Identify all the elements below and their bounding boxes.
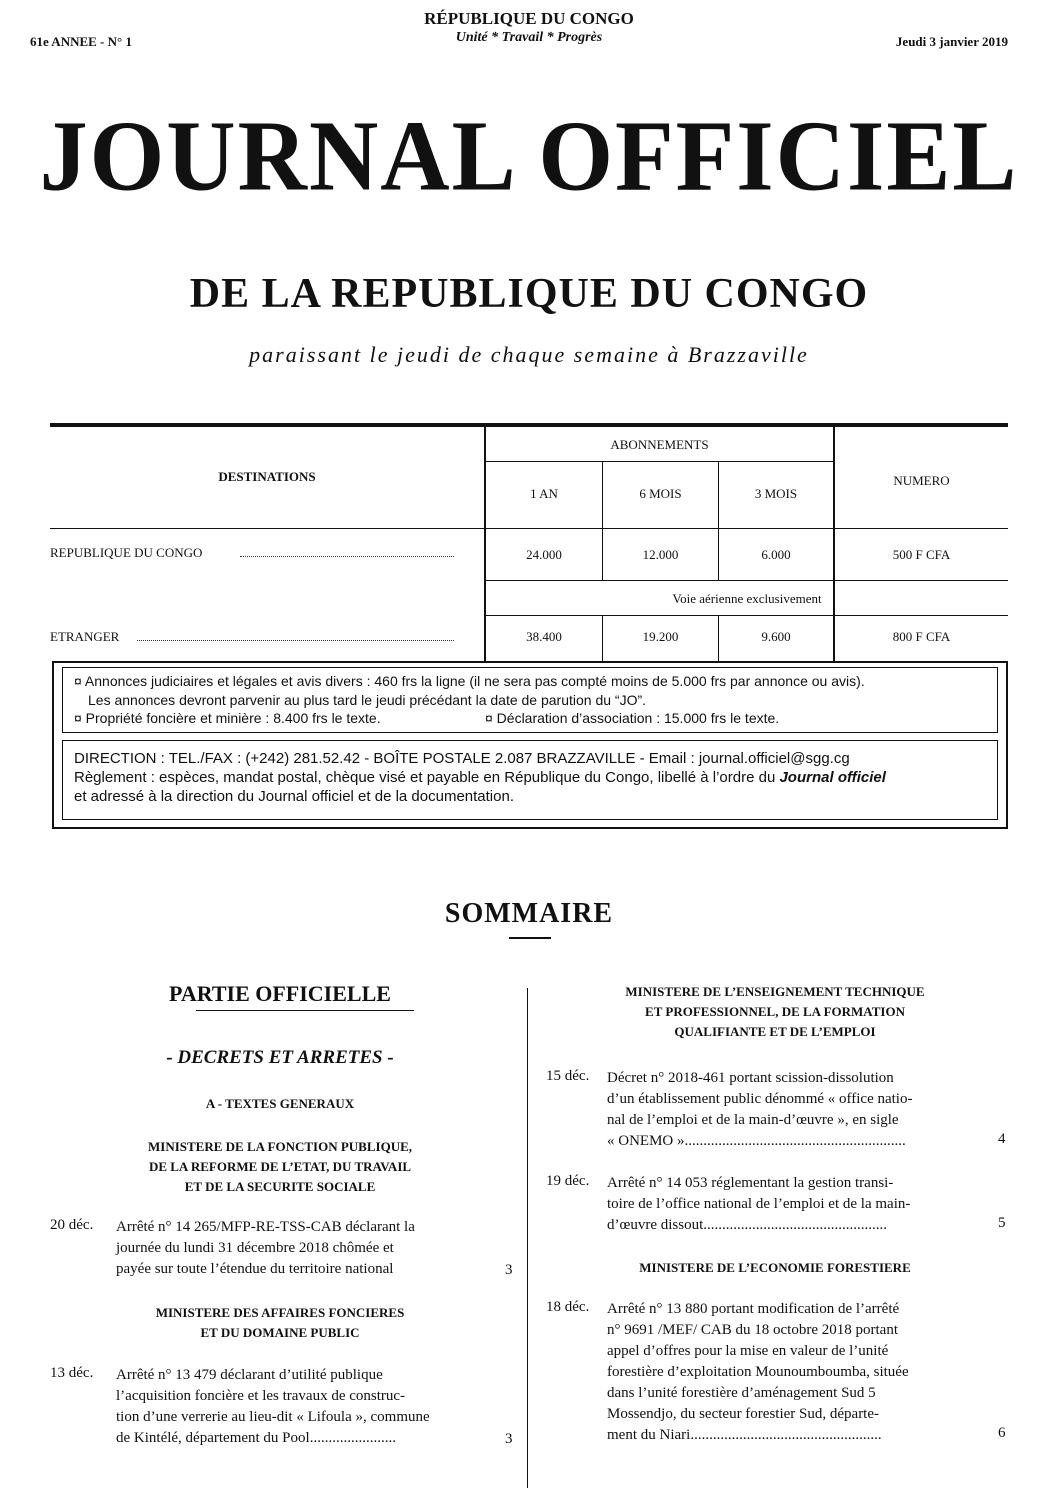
contact-line: et adressé à la direction du Journal officiel et de la documentation.	[74, 788, 514, 805]
ministry-line: DE LA REFORME DE L’ETAT, DU TRAVAIL	[148, 1159, 412, 1174]
notice-line: Les annonces devront parvenir au plus tard le jeudi précédant la date de parution du “JO”.	[88, 692, 647, 708]
entry-line: l’acquisition foncière et les travaux de construc-	[116, 1388, 406, 1404]
entry-date: 20 déc.	[50, 1217, 94, 1233]
textes-generaux: A - TEXTES GENERAUX	[205, 1096, 355, 1111]
contact-line: DIRECTION : TEL./FAX : (+242) 281.52.42 - BOÎTE POSTALE 2.087 BRAZZAVILLE - Email : journal.officiel@sgg.cg	[74, 750, 850, 767]
voie-aerienne: Voie aérienne exclusivement	[672, 591, 822, 606]
row-label: ETRANGER	[50, 629, 120, 644]
entry-text	[116, 1217, 461, 1280]
col-6mois: 6 MOIS	[639, 486, 682, 501]
price-cell: 12.000	[642, 547, 679, 562]
entry-page: 6	[998, 1425, 1006, 1441]
journal-name: Journal officiel	[779, 769, 886, 786]
notice-line: ¤ Annonces judiciaires et légales et avis divers : 460 frs la ligne (il ne sera pas compté moins de 5.000 frs par annonce ou avis).	[74, 673, 865, 689]
entry-line: journée du lundi 31 décembre 2018 chômée et	[116, 1240, 394, 1256]
price-cell: 6.000	[761, 547, 791, 562]
ministry-line: MINISTERE DE L’ECONOMIE FORESTIERE	[639, 1260, 911, 1275]
col-destinations: DESTINATIONS	[218, 469, 316, 484]
col-3mois: 3 MOIS	[754, 486, 798, 501]
ministry-line: MINISTERE DES AFFAIRES FONCIERES	[155, 1305, 405, 1320]
price-cell: 24.000	[526, 547, 562, 562]
entry-line: payée sur toute l’étendue du territoire national	[116, 1261, 394, 1277]
ministry-heading	[545, 982, 1005, 1042]
entry-line: Arrêté n° 14 053 réglementant la gestion transi-	[607, 1175, 894, 1191]
contact-line	[74, 769, 886, 786]
ministry-line: ET PROFESSIONNEL, DE LA FORMATION	[645, 1004, 905, 1019]
entry-line: nal de l’emploi et de la main-d’œuvre », en sigle	[607, 1112, 899, 1128]
entry-line: ment du Niari...................................................	[607, 1427, 882, 1443]
ministry-line: MINISTERE DE L’ENSEIGNEMENT TECHNIQUE	[625, 984, 925, 999]
col-numero: NUMERO	[893, 473, 950, 488]
ministry-line: ET DE LA SECURITE SOCIALE	[184, 1179, 376, 1194]
entry-line: forestière d’exploitation Mounoumboumba, située	[607, 1364, 909, 1380]
entry-line: d’œuvre dissout.................................................	[607, 1217, 887, 1233]
entry-page: 3	[505, 1262, 513, 1278]
ministry-line: ET DU DOMAINE PUBLIC	[200, 1325, 360, 1340]
journal-subtitle: DE LA REPUBLIQUE DU CONGO	[189, 271, 869, 317]
entry-page: 3	[505, 1431, 513, 1447]
entry-page: 5	[998, 1215, 1006, 1231]
year-issue: 61e ANNEE - N° 1	[30, 34, 132, 49]
col-abonnements: ABONNEMENTS	[610, 437, 709, 452]
price-cell: 800 F CFA	[892, 629, 951, 644]
sommaire-title: SOMMAIRE	[444, 898, 614, 929]
entry-date: 18 déc.	[546, 1299, 590, 1315]
price-cell: 500 F CFA	[892, 547, 951, 562]
row-label: REPUBLIQUE DU CONGO	[50, 545, 203, 560]
ministry-line: MINISTERE DE LA FONCTION PUBLIQUE,	[147, 1139, 413, 1154]
entry-line: toire de l’office national de l’emploi et de la main-	[607, 1196, 911, 1212]
entry-page: 4	[998, 1131, 1006, 1147]
ministry-heading	[50, 1137, 510, 1197]
journal-tagline: paraissant le jeudi de chaque semaine à Brazzaville	[249, 342, 809, 367]
entry-line: n° 9691 /MEF/ CAB du 18 octobre 2018 portant	[607, 1322, 898, 1338]
entry-line: tion d’une verrerie au lieu-dit « Lifoula », commune	[116, 1409, 430, 1425]
payment-text: Règlement : espèces, mandat postal, chèque visé et payable en République du Congo, libellé à l’ordre du	[74, 769, 780, 786]
entry-line: dans l’unité forestière d’aménagement Sud 5	[607, 1385, 876, 1401]
notice-line: ¤ Déclaration d’association : 15.000 frs le texte.	[485, 710, 780, 726]
republic-name: RÉPUBLIQUE DU CONGO	[424, 9, 634, 28]
entry-line: Mossendjo, du secteur forestier Sud, départe-	[607, 1406, 880, 1422]
entry-line: appel d’offres pour la mise en valeur de l’unité	[607, 1343, 889, 1359]
partie-officielle: PARTIE OFFICIELLE	[169, 981, 391, 1006]
entry-line: « ONEMO »...........................................................	[607, 1133, 906, 1149]
national-motto: Unité * Travail * Progrès	[455, 30, 603, 45]
entry-date: 13 déc.	[50, 1365, 94, 1381]
entry-line: de Kintélé, département du Pool.......................	[116, 1430, 396, 1446]
entry-date: 19 déc.	[546, 1173, 590, 1189]
price-cell: 38.400	[526, 629, 562, 644]
entry-text	[116, 1365, 461, 1449]
issue-date: Jeudi 3 janvier 2019	[895, 34, 1008, 49]
price-cell: 9.600	[761, 629, 791, 644]
ministry-heading	[50, 1303, 510, 1343]
entry-line: Arrêté n° 13 880 portant modification de l’arrêté	[607, 1301, 900, 1317]
entry-line: d’un établissement public dénommé « office natio-	[607, 1091, 913, 1107]
ministry-heading	[545, 1258, 1005, 1278]
entry-line: Arrêté n° 14 265/MFP-RE-TSS-CAB déclarant la	[116, 1219, 415, 1235]
entry-line: Arrêté n° 13 479 déclarant d’utilité publique	[116, 1367, 383, 1383]
ministry-line: QUALIFIANTE ET DE L’EMPLOI	[674, 1024, 876, 1039]
journal-title: JOURNAL OFFICIEL	[39, 99, 1019, 212]
entry-text	[607, 1173, 952, 1236]
entry-text	[607, 1068, 952, 1152]
col-1an: 1 AN	[530, 486, 558, 501]
price-cell: 19.200	[642, 629, 679, 644]
entry-text	[607, 1299, 952, 1446]
entry-line: Décret n° 2018-461 portant scission-dissolution	[607, 1070, 894, 1086]
decrets-heading: - DECRETS ET ARRETES -	[166, 1047, 394, 1068]
notice-line: ¤ Propriété foncière et minière : 8.400 frs le texte.	[74, 710, 381, 726]
entry-date: 15 déc.	[546, 1068, 590, 1084]
